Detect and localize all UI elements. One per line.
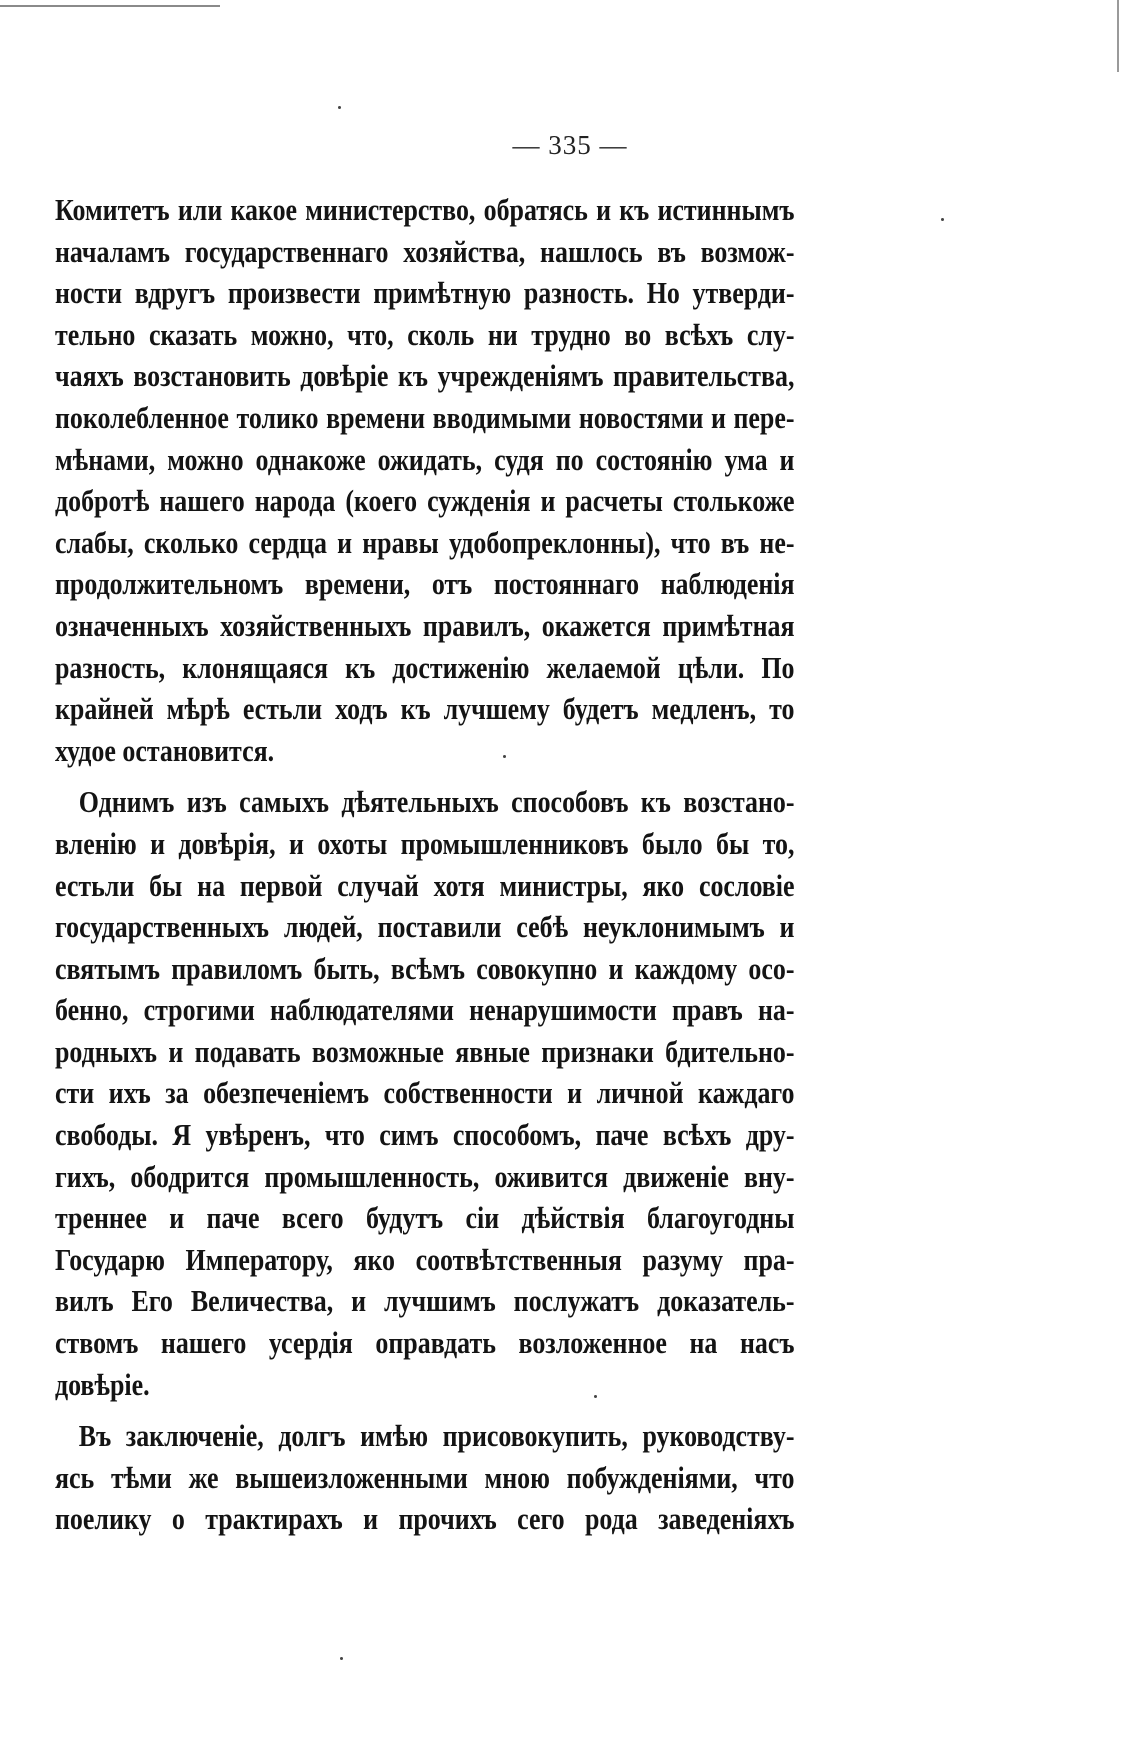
body-text [55,190,795,1541]
text-line: святымъ правиломъ быть, всѣмъ совокупно и каждому осо- [55,951,795,986]
text-line: поелику о трактирахъ и прочихъ сего рода заведеніяхъ [55,1502,795,1537]
paragraph-2 [55,782,795,1406]
text-line: вленію и довѣрія, и охоты промышленниковъ было бы то, [55,826,795,861]
text-line: поколебленное толико времени вводимыми новостями и пере- [55,400,795,435]
text-line: треннее и паче всего будутъ сіи дѣйствія благоугодны [55,1201,795,1236]
text-line: естьли бы на первой случай хотя министры, яко сословіе [55,868,795,903]
paragraph-3 [55,1416,795,1541]
ink-speck [503,755,506,758]
paragraph-1 [55,190,795,772]
text-line: ности вдругъ произвести примѣтную разность. Но утверди- [55,276,795,311]
text-line: вилъ Его Величества, и лучшимъ послужатъ доказатель- [55,1284,795,1319]
text-line: свободы. Я увѣренъ, что симъ способомъ, паче всѣхъ дру- [55,1118,795,1153]
text-line: Однимъ изъ самыхъ дѣятельныхъ способовъ къ возстано- [78,785,795,820]
text-line: ясь тѣми же вышеизложенными мною побужденіями, что [55,1460,795,1495]
text-line: тельно сказать можно, что, сколь ни трудно во всѣхъ слу- [55,317,795,352]
text-line: началамъ государственнаго хозяйства, нашлось въ возмож- [55,234,795,269]
text-line: родныхъ и подавать возможные явные признаки бдительно- [55,1034,795,1069]
ink-speck [338,106,341,109]
text-line: гихъ, ободрится промышленность, оживится движеніе вну- [55,1159,795,1194]
text-line: сти ихъ за обезпеченіемъ собственности и личной каждаго [55,1076,795,1111]
text-line: ствомъ нашего усердія оправдать возложенное на насъ [55,1326,795,1361]
text-line: мѣнами, можно однакоже ожидать, судя по состоянію ума и [55,442,795,477]
text-line: означенныхъ хозяйственныхъ правилъ, окажется примѣтная [55,608,795,643]
scan-edge-line-top [0,5,220,7]
text-line: разность, клонящаяся къ достиженію желаемой цѣли. По [55,650,795,685]
ink-speck [340,1657,343,1660]
text-line: бенно, строгими наблюдателями ненарушимости правъ на- [55,993,795,1028]
text-line: чаяхъ возстановить довѣріе къ учрежденіямъ правительства, [55,359,795,394]
text-line: Комитетъ или какое министерство, обратясь и къ истиннымъ [55,193,795,227]
text-line: довѣріе. [55,1367,150,1402]
text-line: добротѣ нашего народа (коего сужденія и расчеты столькоже [55,484,795,519]
scan-edge-line-right [1117,0,1119,72]
ink-speck [941,218,944,221]
text-line: крайней мѣрѣ естьли ходъ къ лучшему будетъ медленъ, то [55,692,795,727]
text-line: слабы, сколько сердца и нравы удобопреклонны), что въ не- [55,525,795,560]
page-number: — 335 — [512,130,628,160]
text-line: продолжительномъ времени, отъ постояннаго наблюденія [55,567,795,602]
paragraph-gap [55,772,795,782]
text-line: государственныхъ людей, поставили себѣ неуклонимымъ и [55,910,795,945]
text-line: Въ заключеніе, долгъ имѣю присовокупить, руководству- [78,1419,795,1454]
ink-speck [594,1395,597,1398]
text-line: Государю Императору, яко соотвѣтственныя разуму пра- [55,1242,795,1277]
text-line: худое остановится. [55,733,275,768]
paragraph-gap [55,1406,795,1416]
